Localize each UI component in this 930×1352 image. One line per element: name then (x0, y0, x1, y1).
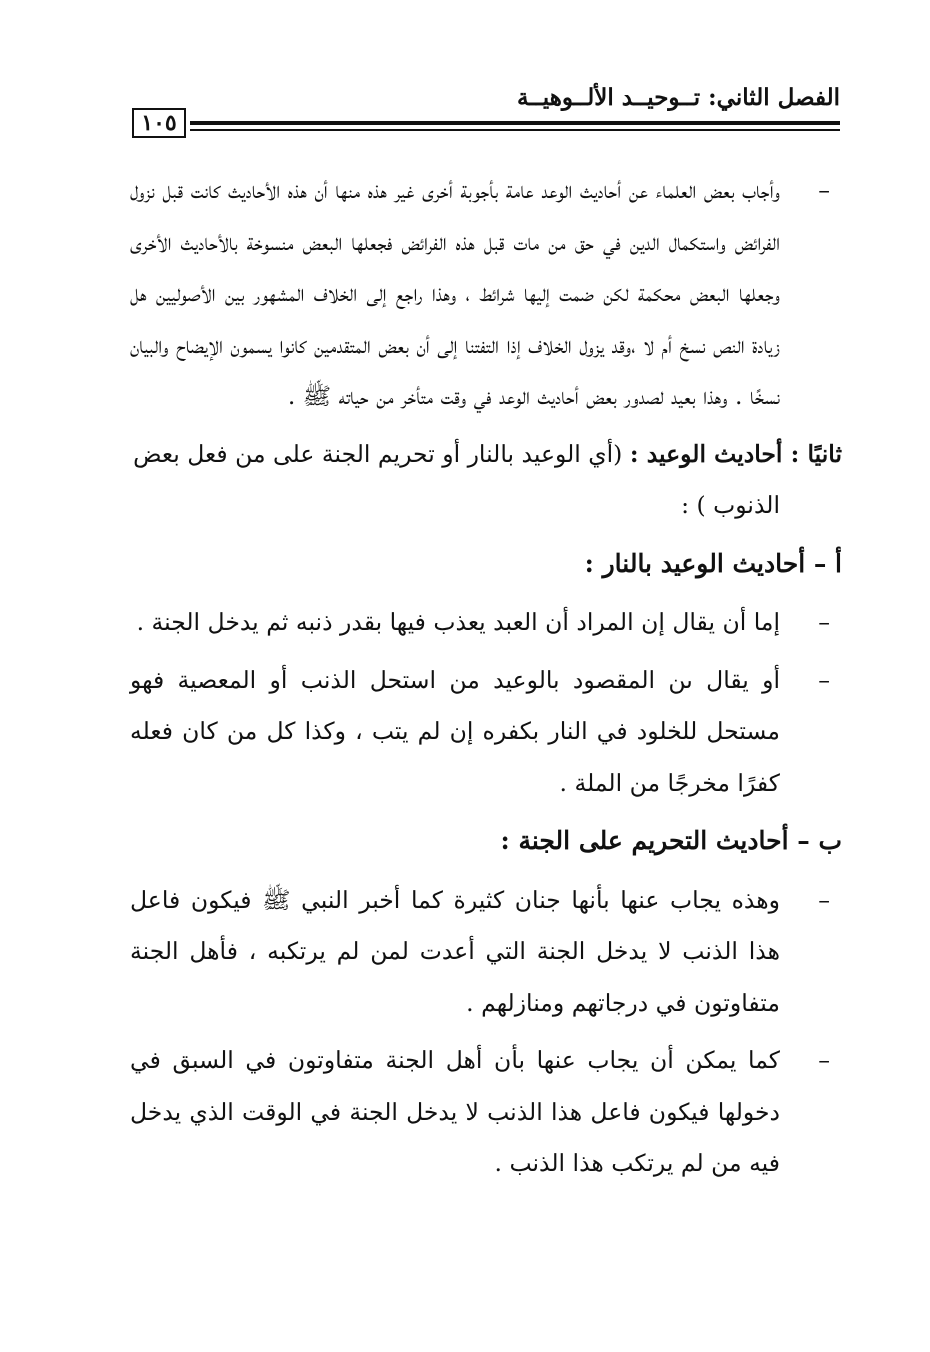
list-item (130, 165, 842, 423)
paragraph-text: وهذه يجاب عنها بأنها جنان كثيرة كما أخبر النبي ﷺ فيكون فاعل هذا الذنب لا يدخل الجنة التي أعدت لمن لم يرتكبه ، فأهل الجنة متفاوتون في درجاتهم ومنازلهم . (130, 885, 780, 1017)
list-item (130, 875, 842, 1030)
list-item (130, 597, 842, 649)
paragraph-text: كما يمكن أن يجاب عنها بأن أهل الجنة متفاوتون في السبق في دخولها فيكون فاعل هذا الذنب لا يدخل الجنة في الوقت الذي يدخل فيه من لم يرتكب هذا الذنب . (130, 1046, 780, 1177)
page-header (132, 78, 840, 148)
running-title: الفصل الثاني: تــوحيــد الألــوهيــة (516, 84, 840, 111)
header-rule-thin (190, 129, 840, 131)
section-intro-continued: الذنوب ) : (681, 491, 780, 519)
subsection-heading-fire: أ – أحاديث الوعيد بالنار : (584, 548, 842, 578)
bullet-dash: – (818, 608, 830, 636)
paragraph-text: أو يقال ىن المقصود بالوعيد من استحل الذنب أو المعصية فهو مستحل للخلود في النار بكفره إن لم يتب ، وكذا كل من كان فعله كفرًا مخرجًا من الملة . (130, 665, 780, 797)
paragraph-text: وأجاب بعض العلماء عن أحاديث الوعد عامة بأجوبة أخرى غير هذه منها أن هذه الأحاديث كانت قبل نزول الفرائض واستكمال الدين في حق من مات قبل هذه الفرائض فجعلها البعض منسوخة بالأحاديث الأخرى وجعلها البعض محكمة لكن ضمت إليها شرائط ، وهذا راجع إلى الخلاف المشهور بين الأصوليين هل زيادة النص نسخ أم لا ،وقد يزول الخلاف إذا التفتنا إلى أن بعض المتقدمين كانوا يسمون الإيضاح والبيان نسخًا . وهذا بعيد لصدور بعض أحاديث الوعد في وقت متأخر من حياته ﷺ . (130, 176, 780, 410)
paragraph-text: إما أن يقال إن المراد أن العبد يعذب فيها بقدر ذنبه ثم يدخل الجنة . (136, 608, 780, 636)
section-threat (130, 429, 842, 532)
section-intro: (أي الوعيد بالنار أو تحريم الجنة على من فعل بعض (133, 439, 623, 468)
page-number: ١٠٥ (132, 108, 186, 138)
subsection-heading-paradise: ب – أحاديث التحريم على الجنة : (500, 826, 842, 855)
list-item (130, 1035, 842, 1190)
header-rule-thick (190, 121, 840, 125)
bullet-dash: – (818, 885, 830, 914)
bullet-dash: – (818, 176, 830, 204)
section-label: ثانيًا : أحاديث الوعيد : (629, 439, 842, 468)
bullet-dash: – (818, 665, 830, 694)
list-item (130, 655, 842, 810)
bullet-dash: – (818, 1046, 830, 1074)
page-body (130, 165, 842, 1196)
